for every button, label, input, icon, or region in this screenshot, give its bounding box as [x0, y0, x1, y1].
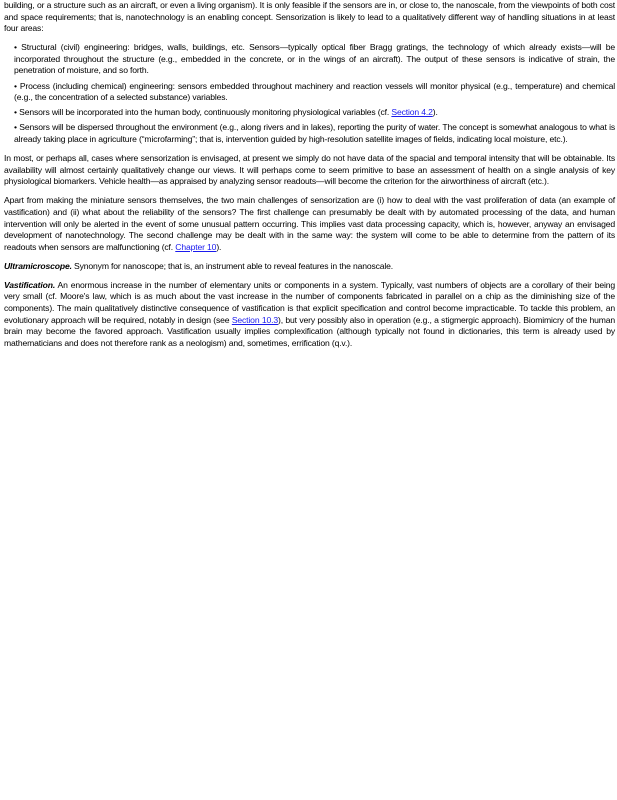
bullet-marker: •	[14, 107, 20, 118]
list-item-text: Structural (civil) engineering: bridges, walls, buildings, etc. Sensors—typically optical fiber Bragg gratings, the technology of which already exists—will be incorporated throughout the structure (e.g., embedded in the concrete, or in the wings of an aircraft). The output of these sensors is indicative of strain, the penetration of moisture, and so forth.	[14, 42, 615, 76]
vastification-entry	[4, 280, 615, 350]
sensorization-challenges-paragraph	[4, 195, 615, 253]
vastification-text-after: ), but very possibly also in operation (e.g., a stigmergic approach). Biomimicry of the human brain may become the favored approach. Vastification usually implies complexification (although typically not found in dictionaries, this term is already used by mathematicians and does not therefore rank as a neologism) and, sometimes, errification (q.v.).	[4, 314, 615, 348]
list-item-text: Sensors will be dispersed throughout the environment (e.g., along rivers and in lakes), reporting the purity of water. The concept is somewhat analogous to what is already taking place in agriculture (“microfarming”; that is, intervention guided by high-resolution satellite images of fields, indicating local moisture, etc.).	[14, 122, 615, 144]
list-item	[4, 42, 615, 77]
vastification-term: Vastification.	[4, 279, 56, 290]
intro-paragraph: building, or a structure such as an aircraft, or even a living organism). It is only feasible if the sensors are in, or close to, the nanoscale, from the viewpoints of both cost and space requirements; that is, nanotechnology is an enabling concept. Sensorization is likely to lead to a qualitatively different way of handling situations in at least four areas:	[4, 0, 615, 34]
vastification-text-before: An enormous increase in the number of elementary units or components in a system. Typically, vast numbers of objects are a corollary of their being very small (cf. Moore's law, which is as much about the vast increase in the number of components fabricated in parallel on a chip as the diminishing size of the components). The main qualitatively distinctive consequence of vastification is that explicit specification and control become impracticable. To tackle this problem, an evolutionary approach will be required, notably in design (see	[4, 279, 615, 325]
list-item	[4, 122, 615, 145]
bullet-marker: •	[14, 80, 20, 91]
section-10-3-link[interactable]: Section 10.3	[231, 314, 279, 325]
list-item-text-before: Sensors will be incorporated into the human body, continuously monitoring physiological variables (cf.	[19, 107, 392, 118]
list-item	[4, 107, 615, 119]
list-item	[4, 81, 615, 104]
section-4-2-link[interactable]: Section 4.2	[391, 107, 433, 118]
sensorization-data-paragraph: In most, or perhaps all, cases where sensorization is envisaged, at present we simply do not have data of the spacial and temporal intensity that will be obtainable. Its availability will almost certainly qualitatively change our views. It will perhaps come to seem primitive to base an assessment of health on a single analysis of key physiological biomarkers. Vehicle health—as appraised by analyzing sensor readouts—will become the criterion for the airworthiness of aircraft (etc.).	[4, 153, 615, 187]
bullet-marker: •	[14, 42, 22, 53]
paragraph-text-before: Apart from making the miniature sensors themselves, the two main challenges of sensorization are (i) how to deal with the vast proliferation of data (an example of vastification) and (ii) what about the reliability of the sensors? The first challenge can presumably be dealt with by automated processing of the data, and human intervention will only be alerted in the event of some unusual pattern occurring. This implies vast data processing capacity, which is, however, anyway an envisaged development of nanotechnology. The second challenge may be dealt with in the same way: the system will come to be able to determine from the pattern of its readouts when sensors are malfunctioning (cf.	[4, 195, 615, 252]
list-item-text: Process (including chemical) engineering: sensors embedded throughout machinery and reaction vessels will monitor physical (e.g., temperature) and chemical (e.g., the concentration of a selected substance) variables.	[14, 80, 615, 103]
chapter-10-link[interactable]: Chapter 10	[175, 241, 217, 252]
sensorization-areas-list	[4, 42, 615, 145]
ultramicroscope-entry	[4, 261, 615, 273]
paragraph-text-after: ).	[216, 241, 222, 252]
ultramicroscope-definition: Synonym for nanoscope; that is, an instrument able to reveal features in the nanoscale.	[71, 260, 394, 271]
document-page	[4, 0, 615, 357]
bullet-marker: •	[14, 122, 20, 133]
list-item-text-after: ).	[432, 107, 438, 118]
ultramicroscope-term: Ultramicroscope.	[4, 260, 72, 271]
